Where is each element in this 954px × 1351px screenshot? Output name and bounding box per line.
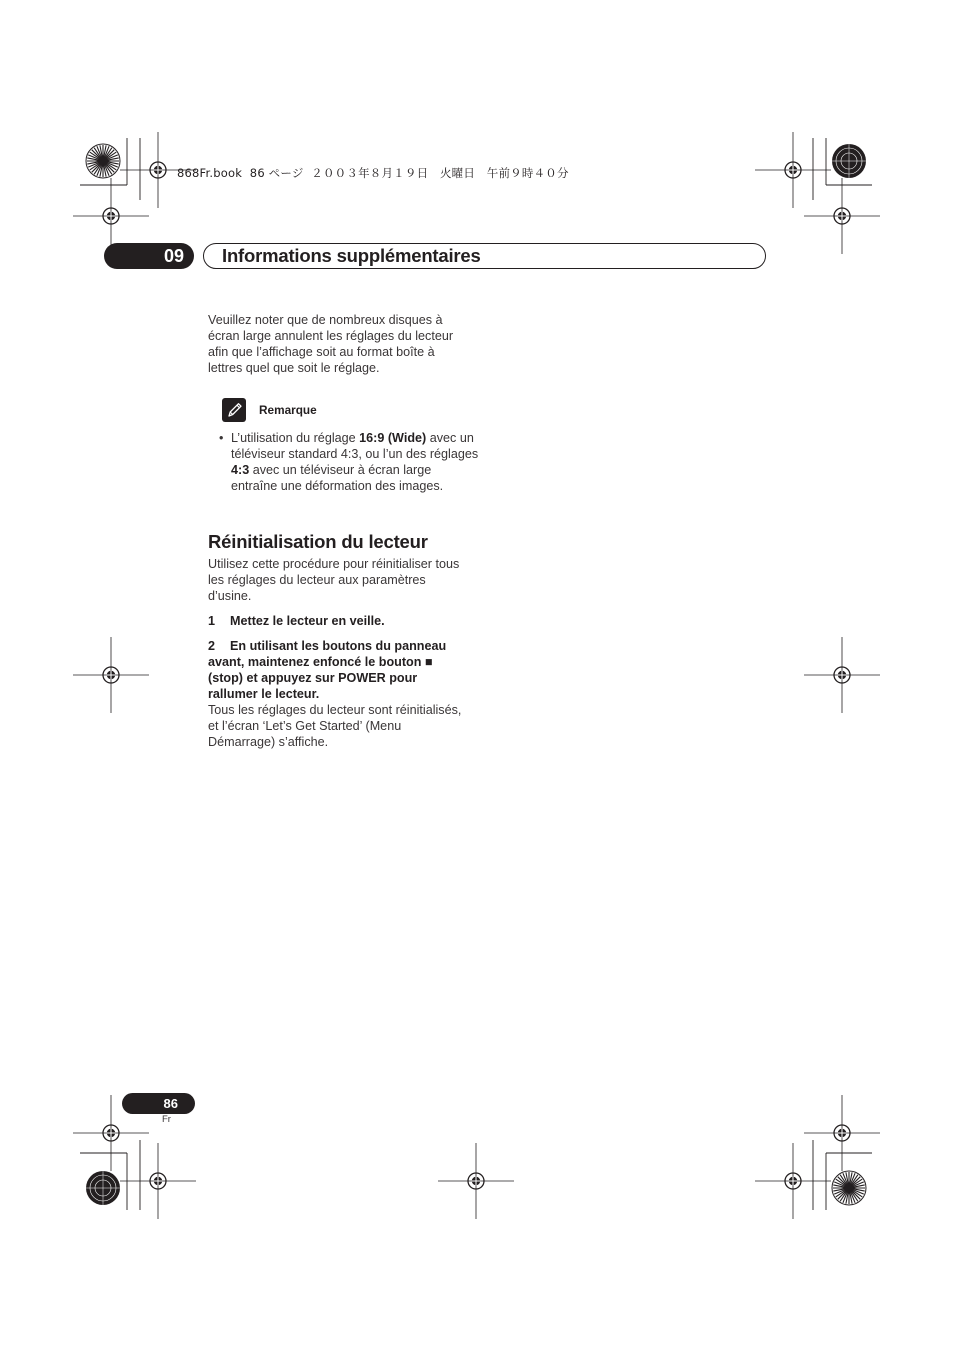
pencil-icon [222, 398, 246, 422]
page-language-code: Fr [162, 1114, 171, 1125]
step-text: En utilisant les boutons du panneau avant, maintenez enfoncé le bouton ■ (stop) et appuyez sur POWER pour rallumer le lecteur. [208, 639, 447, 702]
setting-43-label: 4:3 [231, 463, 250, 478]
print-info-line: 868Fr.book 86 ページ ２００３年８月１９日 火曜日 午前９時４０分 [177, 166, 569, 180]
step-number: 2 [208, 639, 216, 653]
section-intro-line: Utilisez cette procédure pour réinitialiser tous [208, 557, 460, 571]
note-label: Remarque [259, 403, 317, 417]
step-number: 1 [208, 614, 216, 628]
section-intro [208, 556, 480, 604]
intro-line: écran large annulent les réglages du lecteur [208, 329, 454, 344]
setting-wide-label: 16:9 (Wide) [359, 431, 427, 445]
page-number-badge: 86 [122, 1093, 195, 1114]
result-line: et l’écran ‘Let’s Get Started’ (Menu [208, 719, 402, 734]
section-intro-line: d’usine. [208, 589, 252, 604]
section-intro-line: les réglages du lecteur aux paramètres [208, 573, 426, 588]
intro-line: Veuillez noter que de nombreux disques à [208, 313, 443, 327]
step-result [208, 702, 480, 750]
step-text: Mettez le lecteur en veille. [230, 614, 385, 628]
chapter-number-badge: 09 [104, 243, 194, 269]
intro-line: lettres quel que soit le réglage. [208, 361, 380, 376]
note-text: avec un téléviseur standard 4:3, ou l’un des réglages [231, 431, 479, 462]
note-bullet-text [231, 430, 479, 494]
bullet-icon: • [219, 431, 224, 445]
intro-line: afin que l’affichage soit au format boîte à [208, 345, 435, 360]
note-text: avec un téléviseur à écran large entraîne une déformation des images. [231, 463, 444, 494]
note-text: L’utilisation du réglage [231, 431, 360, 445]
result-line: Tous les réglages du lecteur sont réinitialisés, [208, 703, 462, 717]
intro-paragraph [208, 312, 480, 376]
step-2 [208, 638, 470, 702]
result-line: Démarrage) s’affiche. [208, 735, 329, 750]
chapter-title: Informations supplémentaires [222, 245, 481, 266]
step-1 [208, 613, 480, 629]
section-heading: Réinitialisation du lecteur [208, 531, 428, 552]
